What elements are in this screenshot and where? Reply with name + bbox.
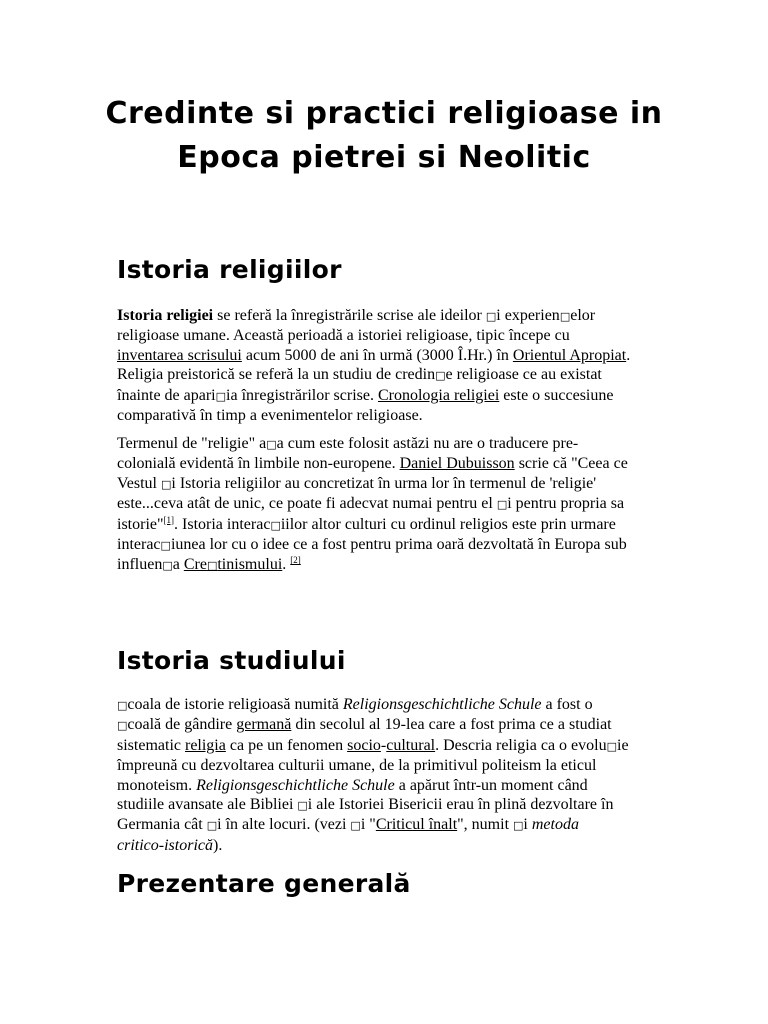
missing-glyph-box: □ <box>206 559 218 573</box>
text-line: interac□iunea lor cu o idee ce a fost pentru prima oară dezvoltată în Europa sub <box>117 536 627 554</box>
missing-glyph-box: □ <box>160 539 171 553</box>
missing-glyph-box: □ <box>215 389 227 403</box>
link-criticul-inalt[interactable]: Criticul înalt <box>375 816 458 834</box>
text-line: religioase umane. Această perioadă a istoriei religioase, tipic începe cu <box>117 327 570 345</box>
text-line: Istoria religiei se referă la înregistrările scrise ale ideilor □i experien□elor <box>117 307 596 324</box>
paragraph-history-1 <box>117 306 657 425</box>
text-line: □coală de gândire germană din secolul al 19-lea care a fost prima ce a studiat <box>117 716 612 734</box>
missing-glyph-box: □ <box>162 559 173 573</box>
italic-term: metoda <box>531 816 579 834</box>
missing-glyph-box: □ <box>559 310 571 323</box>
italic-term: Religionsgeschichtliche Schule <box>342 696 542 713</box>
text-line: studiile avansate ale Bibliei □i ale Istoriei Bisericii erau în plină dezvoltare în <box>117 796 614 814</box>
text-line: inventarea scrisului acum 5000 de ani în urmă (3000 Î.Hr.) în Orientul Apropiat. <box>117 346 631 364</box>
missing-glyph-box: □ <box>485 310 497 323</box>
text-line: este...ceva atât de unic, ce poate fi adecvat numai pentru el □i pentru propria sa <box>117 495 625 513</box>
link-inventarea-scrisului[interactable]: inventarea scrisului <box>117 346 242 364</box>
paragraph-study-1 <box>117 695 657 855</box>
text-line: monoteism. Religionsgeschichtliche Schule a apărut într-un moment când <box>117 776 588 794</box>
italic-term: critico-istorică <box>117 836 213 854</box>
text-line: împreună cu dezvoltarea culturii umane, de la primitivul politeism la eticul <box>117 757 597 775</box>
link-socio[interactable]: socio <box>347 736 381 754</box>
text-line: Religia preistorică se referă la un studiu de credin□e religioase ce au existat <box>117 366 602 384</box>
missing-glyph-box: □ <box>117 699 128 712</box>
link-orientul-apropiat[interactable]: Orientul Apropiat <box>512 346 627 364</box>
text-line: Germania cât □i în alte locuri. (vezi □i "Criticul înalt", numit □i metoda <box>117 816 579 834</box>
link-cultural[interactable]: cultural <box>386 736 436 754</box>
footnote-ref-2[interactable]: [2] <box>290 555 301 566</box>
bold-term: Istoria religiei <box>117 307 214 324</box>
section-heading-study: Istoria studiului <box>117 646 346 675</box>
text-line: comparativă în timp a evenimentelor religioase. <box>117 407 423 425</box>
text-line: înainte de apari□ia înregistrărilor scrise. Cronologia religiei este o succesiune <box>117 386 614 404</box>
missing-glyph-box: □ <box>266 438 277 451</box>
text-line: sistematic religia ca pe un fenomen socio-cultural. Descria religia ca o evolu□ie <box>117 736 629 754</box>
link-germana[interactable]: germană <box>236 716 292 734</box>
missing-glyph-box: □ <box>161 477 172 491</box>
section-heading-overview: Prezentare generală <box>117 869 411 898</box>
italic-term: Religionsgeschichtliche Schule <box>196 776 395 794</box>
text-line: colonială evidentă în limbile non-europene. Daniel Dubuisson scrie că "Ceea ce <box>117 455 628 473</box>
missing-glyph-box: □ <box>206 819 218 833</box>
text-line: istorie"[1]. Istoria interac□iilor altor culturi cu ordinul religios este prin urmare <box>117 514 616 533</box>
missing-glyph-box: □ <box>435 369 446 383</box>
link-cronologia-religiei[interactable]: Cronologia religiei <box>377 386 500 404</box>
page-title-line-2: Epoca pietrei si Neolitic <box>177 140 591 175</box>
missing-glyph-box: □ <box>117 719 128 733</box>
text-line: critico-istorică). <box>117 836 223 854</box>
footnote-ref-1[interactable]: [1] <box>163 514 175 525</box>
link-crestinismului[interactable]: Cre□tinismului <box>183 556 283 574</box>
link-religia[interactable]: religia <box>184 736 226 754</box>
section-heading-history: Istoria religiilor <box>117 255 342 284</box>
text-line: influen□a Cre□tinismului. [2] <box>117 555 301 574</box>
page-title <box>0 92 768 180</box>
missing-glyph-box: □ <box>496 498 508 512</box>
missing-glyph-box: □ <box>350 819 361 833</box>
page-title-line-1: Credinte si practici religioase in <box>105 96 663 131</box>
text-line: Vestul □i Istoria religiilor au concretizat în urma lor în termenul de 'religie' <box>117 474 597 492</box>
missing-glyph-box: □ <box>513 819 524 833</box>
missing-glyph-box: □ <box>606 739 618 753</box>
paragraph-history-2 <box>117 434 657 576</box>
link-daniel-dubuisson[interactable]: Daniel Dubuisson <box>399 455 515 473</box>
missing-glyph-box: □ <box>297 799 308 813</box>
text-line: Termenul de "religie" a□a cum este folosit astăzi nu are o traducere pre- <box>117 435 579 452</box>
text-line: □coala de istorie religioasă numită Religionsgeschichtliche Schule a fost o <box>117 696 593 713</box>
missing-glyph-box: □ <box>270 518 281 532</box>
